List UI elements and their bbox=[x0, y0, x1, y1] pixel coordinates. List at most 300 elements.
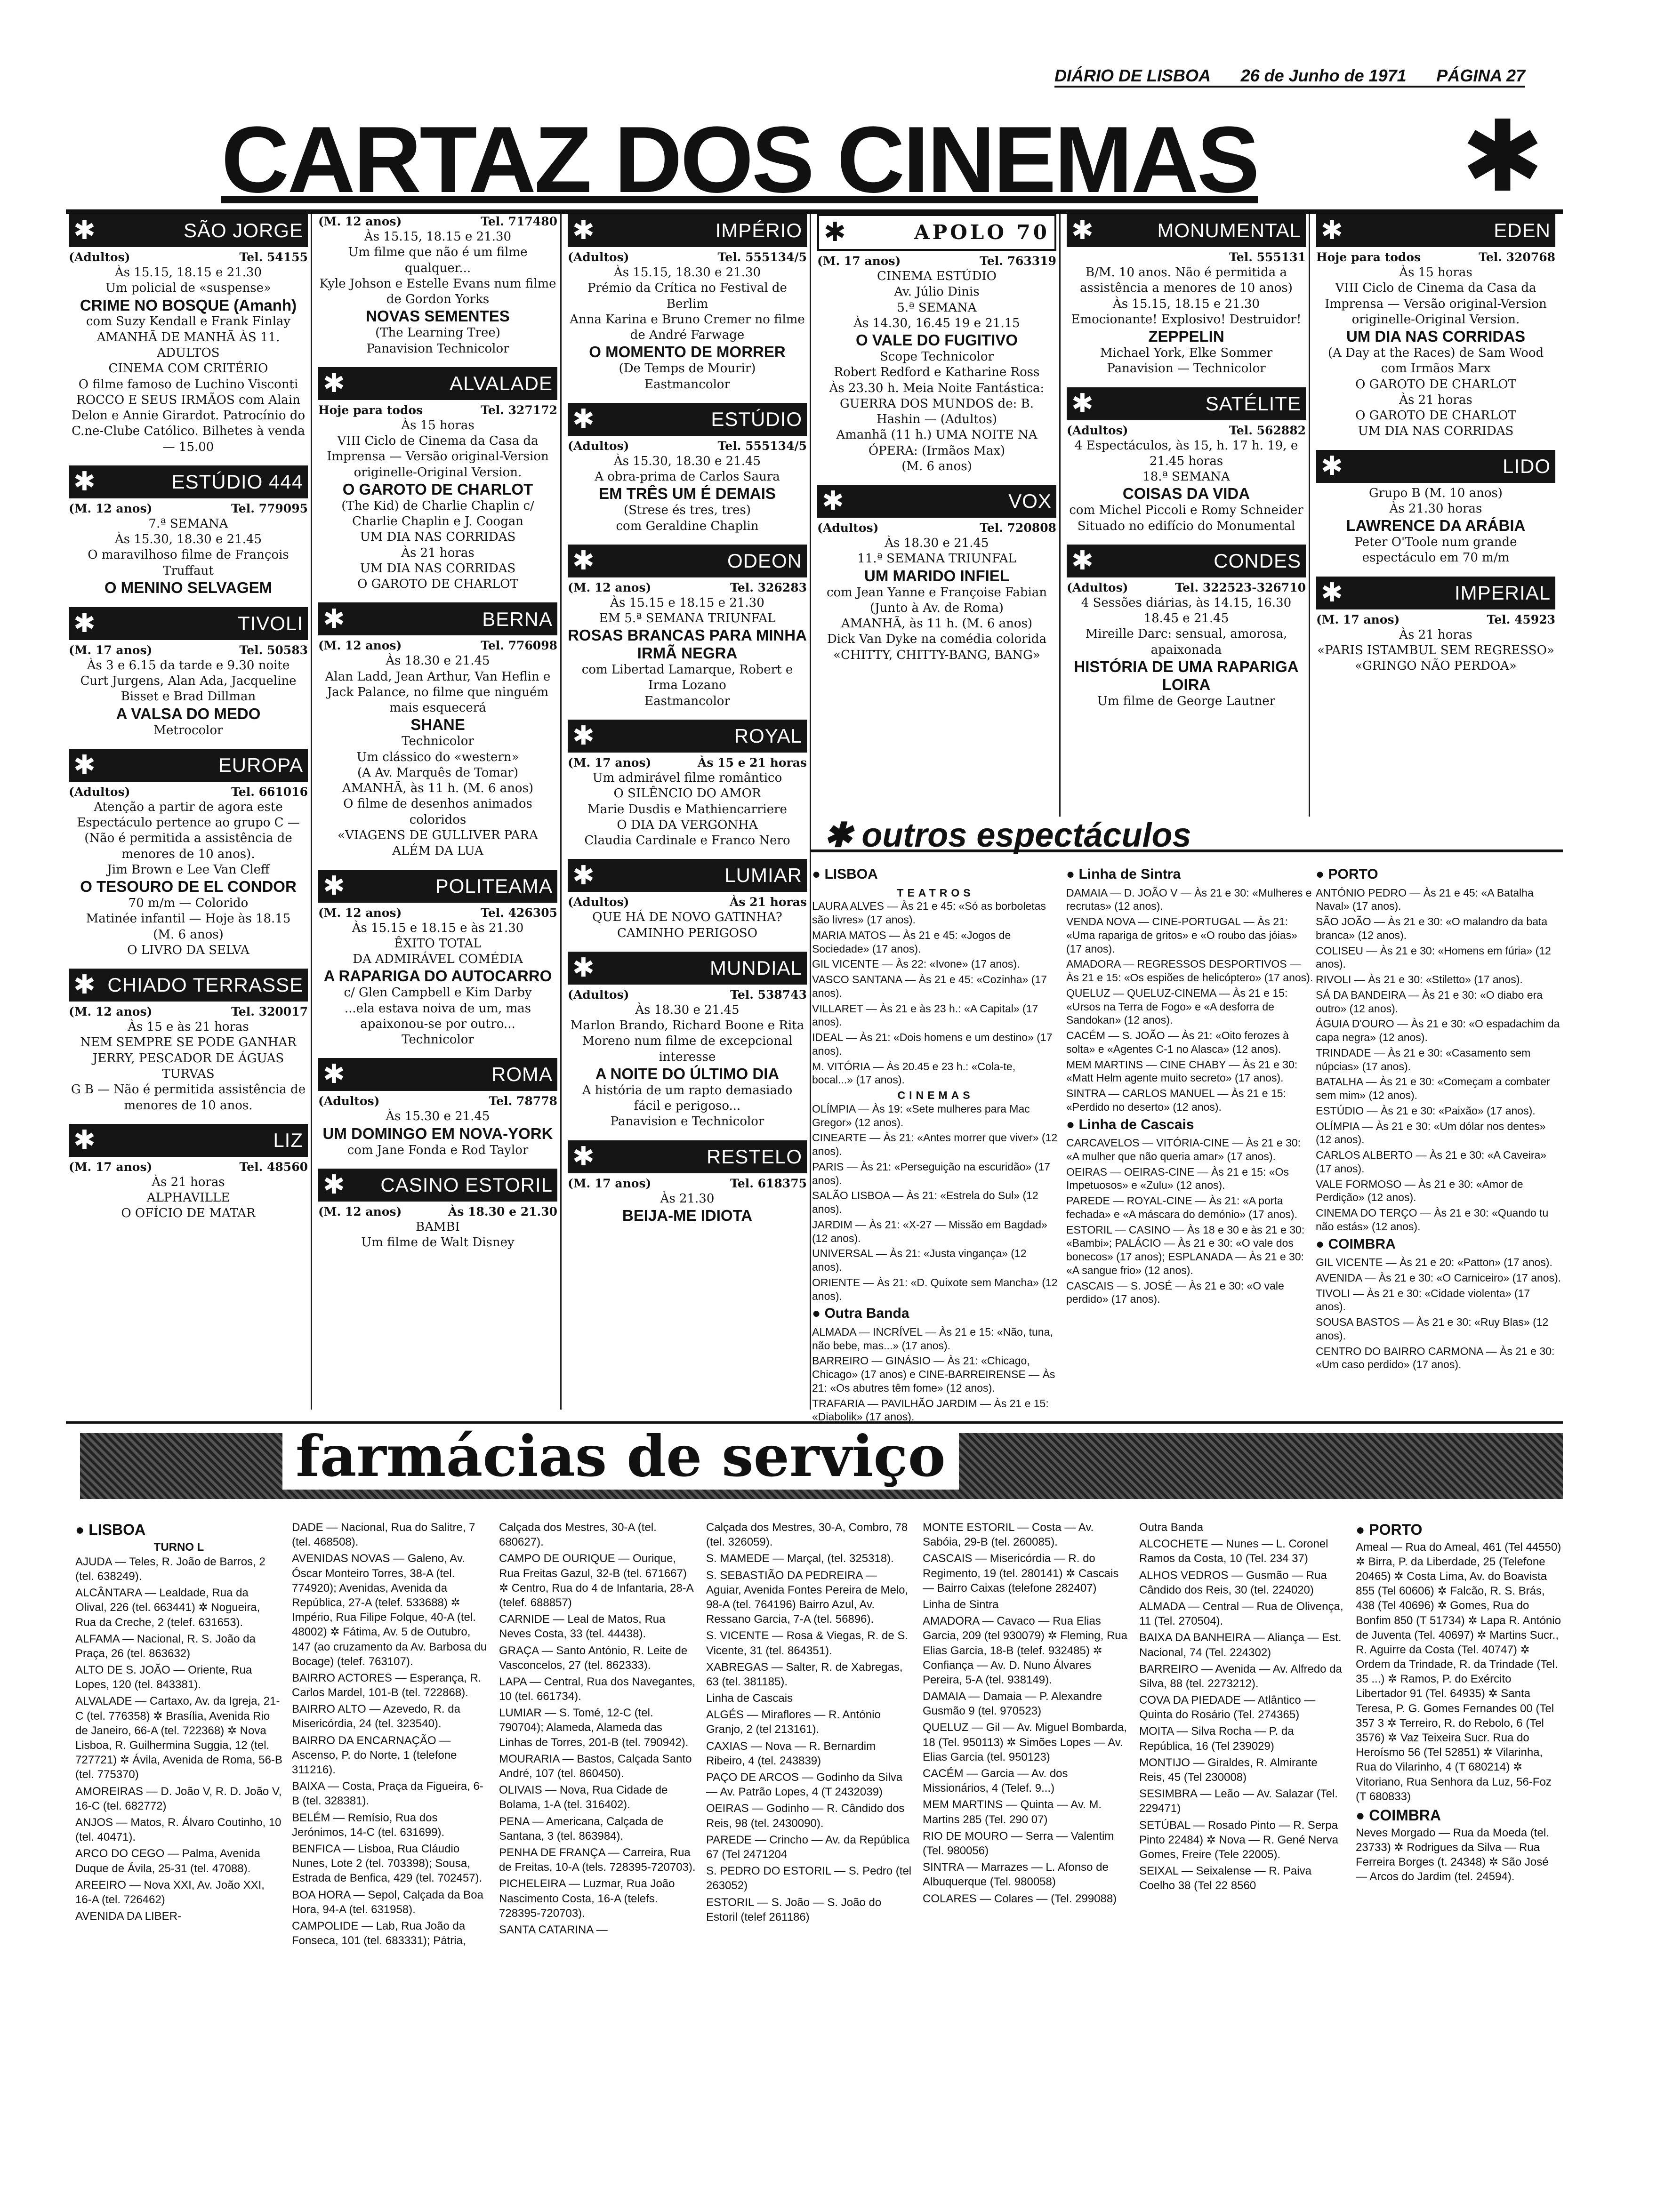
listing-extra: com Jean Yanne e Françoise Fabian bbox=[826, 585, 1047, 600]
listing-entry: SETÚBAL — Rosado Pinto — R. Serpa Pinto 22484) ✲ Nova — R. Gené Nerva Gomes, Freire (Tele 22005). bbox=[1139, 1819, 1338, 1861]
listing-extra: (M. 6 anos) bbox=[901, 459, 972, 473]
film-title: UM DIA NAS CORRIDAS bbox=[1346, 328, 1526, 345]
cinema-phone: Tel. 618375 bbox=[730, 1176, 807, 1190]
listing-extra: (M. 6 anos) bbox=[153, 927, 224, 942]
listing-entry: MONTE ESTORIL — Costa — Av. Sabóia, 29-B (tel. 260085). bbox=[923, 1521, 1094, 1549]
listing-line: O SILÊNCIO DO AMOR bbox=[613, 786, 761, 801]
listing-entry: ESTORIL — CASINO — Às 18 e 30 e às 21 e 30: «Bambi»; PALÁCIO — Às 21 e 30: «O vale dos bonecos» (17 anos); ESPLANADA — Às 21 e 30: «A sangue frio» (12 anos). bbox=[1066, 1223, 1305, 1276]
listing-extra: O GAROTO DE CHARLOT bbox=[357, 577, 518, 592]
film-title: O VALE DO FUGITIVO bbox=[855, 331, 1018, 349]
star-icon: ✱ bbox=[323, 870, 346, 901]
star-icon: ✱ bbox=[323, 1059, 346, 1090]
listing-extra: Um clássico do «western» bbox=[356, 750, 519, 764]
listing-entry: ALGÉS — Miraflores — R. António Granjo, 2 (tel 213161). bbox=[706, 1708, 881, 1736]
listing-entry: S. PEDRO DO ESTORIL — S. Pedro (tel 263052) bbox=[706, 1865, 912, 1892]
listing-line: VIII Ciclo de Cinema da Casa da Imprensa — Versão original-Version originelle-Original Version. bbox=[1325, 281, 1547, 327]
listing-line: Atenção a partir de agora este Espectáculo pertence ao grupo C — (Não é permitida a assistência de menores de 10 anos). bbox=[77, 800, 300, 861]
cinema-listing bbox=[69, 214, 308, 455]
listing-entry: LAURA ALVES — Às 21 e 45: «Só as borboletas são livres» (17 anos). bbox=[812, 900, 1046, 926]
cinema-name: ROMA bbox=[491, 1063, 553, 1086]
star-icon: ✱ bbox=[73, 466, 96, 497]
outra-banda-list bbox=[812, 1325, 1059, 1424]
star-icon: ✱ bbox=[73, 215, 96, 246]
coimbra-list bbox=[1316, 1256, 1563, 1371]
farmacias-coimbra-list bbox=[1356, 1826, 1563, 1884]
listing-line: Às 15.15, 18.15 e 21.30 bbox=[1112, 297, 1260, 311]
listing-entry: MONTIJO — Giraldes, R. Almirante Reis, 45 (Tel 230008) bbox=[1139, 1756, 1318, 1784]
age-rating: (Adultos) bbox=[568, 895, 629, 909]
cinema-listing bbox=[318, 602, 557, 859]
cinema-phone: Tel. 45923 bbox=[1487, 612, 1555, 626]
listing-line: DA ADMIRÁVEL COMÉDIA bbox=[353, 952, 523, 967]
listing-extra: (A Av. Marquês de Tomar) bbox=[357, 765, 518, 780]
listing-entry: VASCO SANTANA — Às 21 e 45: «Cozinha» (17 anos). bbox=[812, 973, 1047, 999]
listing-entry: CACÉM — S. JOÃO — Às 21: «Oito ferozes à solta» e «Agentes C-1 no Alasca» (12 anos). bbox=[1066, 1029, 1289, 1055]
star-icon: ✱ bbox=[1321, 577, 1343, 608]
listing-line: Alan Ladd, Jean Arthur, Van Heflin e Jack Palance, no filme que ninguém mais esquecerá bbox=[325, 669, 551, 715]
star-icon: ✱ bbox=[824, 817, 862, 854]
cinema-listing bbox=[568, 545, 807, 709]
cinema-phone: Tel. 322523-326710 bbox=[1175, 580, 1306, 594]
cinema-meta bbox=[318, 214, 557, 229]
listing-entry: XABREGAS — Salter, R. de Xabregas, 63 (tel. 381185). bbox=[706, 1660, 903, 1688]
cinema-meta bbox=[568, 895, 807, 910]
cinema-name: SÃO JORGE bbox=[183, 219, 303, 242]
listing-line: Um admirável filme romântico bbox=[592, 771, 782, 785]
cinema-header bbox=[568, 720, 807, 753]
listing-entry: CINEMA DO TERÇO — Às 21 e 30: «Quando tu não estás» (12 anos). bbox=[1316, 1207, 1549, 1233]
listing-extra: com Suzy Kendall e Frank Finlay bbox=[86, 314, 291, 329]
farmacias-column-3 bbox=[499, 1520, 697, 2132]
lisboa-cinemas-list bbox=[812, 1102, 1059, 1303]
turno-label: TURNO L bbox=[153, 1540, 204, 1554]
cinema-column-5 bbox=[1064, 214, 1310, 817]
listing-entry: ALVALADE — Cartaxo, Av. da Igreja, 21-C (tel. 776358) ✲ Brasília, Avenida Rio de Janeiro, 66-A (tel. 722368) ✲ Nova Lisboa, R. Guilhermina Suggia, 12 (tel. 727721) ✲ Ávila, Avenida de Roma, 56-B (tel. 775370) bbox=[75, 1695, 282, 1781]
listing-line: Um filme de Walt Disney bbox=[361, 1235, 515, 1250]
age-rating: (M. 12 anos) bbox=[318, 1204, 402, 1218]
listing-entry: MOURARIA — Bastos, Calçada Santo André, 107 (tel. 860450). bbox=[499, 1752, 692, 1780]
cinema-listing bbox=[568, 952, 807, 1130]
listing-entry: AJUDA — Teles, R. João de Barros, 2 (tel. 638249). bbox=[75, 1555, 265, 1583]
cinema-name: LUMIAR bbox=[724, 864, 802, 887]
cinema-name: MUNDIAL bbox=[709, 956, 802, 979]
listing-entry: VENDA NOVA — CINE-PORTUGAL — Às 21: «Uma rapariga de gritos» e «O roubo das jóias» (17 anos). bbox=[1066, 915, 1297, 955]
film-title: O GAROTO DE CHARLOT bbox=[342, 480, 533, 498]
listing-line: CAMINHO PERIGOSO bbox=[617, 926, 758, 940]
listing-extra: Eastmancolor bbox=[644, 377, 730, 392]
cascais-heading: ● Linha de Cascais bbox=[1066, 1116, 1194, 1132]
cinema-listing bbox=[568, 1140, 807, 1225]
listing-entry: ESTORIL — S. João — S. João do Estoril (telef 261186) bbox=[706, 1896, 882, 1923]
farmacias-porto-list bbox=[1356, 1540, 1563, 1804]
listing-line: Às 21.30 horas bbox=[1389, 501, 1482, 516]
cinema-phone: Tel. 426305 bbox=[481, 906, 557, 920]
cinema-phone: Tel. 327172 bbox=[481, 403, 557, 417]
cinema-name: RESTELO bbox=[706, 1145, 802, 1168]
listing-extra: AMANHÃ, às 11 h. (M. 6 anos) bbox=[841, 617, 1033, 631]
listing-entry: ALTO DE S. JOÃO — Oriente, Rua Lopes, 120 (tel. 843381). bbox=[75, 1664, 252, 1691]
cinema-header bbox=[568, 545, 807, 577]
cinema-phone: Tel. 562882 bbox=[1229, 423, 1306, 437]
listing-line: Às 15 e às 21 horas bbox=[128, 1020, 249, 1034]
listing-entry: SÃO JOÃO — Às 21 e 30: «O malandro da bata branca» (12 anos). bbox=[1316, 915, 1548, 941]
age-rating: Hoje para todos bbox=[318, 403, 423, 417]
farmacias-column-5 bbox=[923, 1520, 1130, 2132]
listing-entry: OLÍMPIA — Às 19: «Sete mulheres para Mac Gregor» (12 anos). bbox=[812, 1102, 1030, 1129]
age-rating: (Adultos) bbox=[1067, 580, 1128, 594]
cinema-name: ESTÚDIO bbox=[711, 408, 802, 430]
sintra-list bbox=[1066, 886, 1313, 1114]
listing-entry: MARIA MATOS — Às 21 e 45: «Jogos de Sociedade» (17 anos). bbox=[812, 929, 1011, 955]
cinema-listing bbox=[1067, 545, 1306, 709]
film-title: O MOMENTO DE MORRER bbox=[589, 343, 786, 361]
listing-line: VIII Ciclo de Cinema da Casa da Imprensa — Versão original-Version originelle-Original Version. bbox=[327, 434, 549, 480]
listing-entry: Linha de Sintra bbox=[923, 1598, 999, 1611]
listing-line: Prémio da Crítica no Festival de Berlim bbox=[587, 281, 787, 311]
cinema-phone: Tel. 555134/5 bbox=[717, 250, 807, 264]
listing-line: Às 15.30, 18.30 e 21.45 bbox=[613, 454, 761, 468]
listing-entry: RIO DE MOURO — Serra — Valentim (Tel. 980056) bbox=[923, 1829, 1114, 1857]
listing-extra: AMANHÃ DE MANHÃ ÀS 11. ADULTOS bbox=[97, 330, 280, 360]
cinema-listing bbox=[1316, 577, 1555, 674]
age-rating: (M. 12 anos) bbox=[318, 215, 402, 228]
cinema-name: EUROPA bbox=[218, 753, 303, 776]
film-title: BEIJA-ME IDIOTA bbox=[622, 1206, 753, 1224]
listing-extra: Metrocolor bbox=[153, 723, 223, 737]
age-rating: (M. 17 anos) bbox=[817, 254, 901, 268]
listing-line: G B — Não é permitida assistência de menores de 10 anos. bbox=[71, 1082, 306, 1113]
listing-entry: PARIS — Às 21: «Perseguição na escuridão» (17 anos). bbox=[812, 1160, 1050, 1186]
listing-extra: Um filme de George Lautner bbox=[1097, 694, 1276, 708]
cinema-header bbox=[1067, 214, 1306, 247]
cinema-phone: Tel. 717480 bbox=[481, 215, 557, 228]
listing-extra: «CHITTY, CHITTY-BANG, BANG» bbox=[833, 648, 1040, 662]
cinema-name: IMPERIAL bbox=[1454, 581, 1551, 604]
listing-entry: VALE FORMOSO — Às 21 e 30: «Amor de Perdição» (12 anos). bbox=[1316, 1178, 1523, 1204]
listing-entry: CAMPOLIDE — Lab, Rua João da Fonseca, 101 (tel. 683331); Pátria, bbox=[292, 1919, 466, 1948]
listing-extra: (The Learning Tree) bbox=[375, 326, 500, 340]
age-rating: (Adultos) bbox=[69, 785, 130, 799]
listing-entry: CARNIDE — Leal de Matos, Rua Neves Costa, 33 (tel. 44438). bbox=[499, 1613, 666, 1641]
listing-line: Às 18.30 e 21.45 bbox=[635, 1002, 740, 1017]
cinema-name: VOX bbox=[1008, 490, 1052, 513]
listing-entry: CENTRO DO BAIRRO CARMONA — Às 21 e 30: «Um caso perdido» (17 anos). bbox=[1316, 1345, 1555, 1371]
cinema-header bbox=[318, 1169, 557, 1202]
star-icon: ✱ bbox=[1071, 388, 1094, 419]
listing-entry: QUELUZ — QUELUZ-CINEMA — Às 21 e 15: «Ursos na Terra de Fogo» e «A desforra de Sandokan» (12 anos). bbox=[1066, 986, 1288, 1026]
listing-entry: Ameal — Rua do Ameal, 461 (Tel 44550) ✲ Birra, P. da Liberdade, 25 (Telefone 20465) ✲ Costa Lima, Av. do Boavista 855 (Tel 60606) ✲ Falcão, R. S. Brás, 438 (Tel 40696) ✲ Gomes, Rua do Bonfim 850 (T 51734) ✲ Lapa R. António de Juventa (Tel. 40697) ✲ Martins Sucr., R. Aguirre da Costa (Tel. 40747) ✲ Ordem da Trindade, R. da Trindade (Tel. 35 ...) ✲ Ramos, P. do Exército Libertador 91 (Tel. 64935) ✲ Santa Teresa, P. G. Gomes Fernandes 00 (Tel 357 3 ✲ Terreiro, R. do Rebolo, 6 (Tel 3576) ✲ Vaz Teixeira Sucr. Rua do Heroísmo 56 (Tel 52851) ✲ Vilarinha, Rua do Vilarinho, 4 (T 680214) ✲ Vitoriano, Rua Senhora da Luz, 56-Foz (T 680833) bbox=[1356, 1540, 1561, 1803]
age-rating: (Adultos) bbox=[568, 250, 629, 264]
newspaper-name: DIÁRIO DE LISBOA bbox=[1054, 66, 1211, 85]
film-title: UM DOMINGO EM NOVA-YORK bbox=[322, 1124, 553, 1142]
cinema-meta bbox=[1067, 580, 1306, 595]
cinema-meta bbox=[1067, 423, 1306, 438]
cinema-name: ALVALADE bbox=[450, 372, 553, 394]
listing-entry: ORIENTE — Às 21: «D. Quixote sem Mancha» (12 anos). bbox=[812, 1276, 1058, 1302]
listing-line: Às 15.15, 18.15 e 21.30 bbox=[114, 265, 262, 280]
cinema-meta bbox=[568, 250, 807, 265]
cinema-name: APOLO 70 bbox=[914, 221, 1050, 244]
listing-entry: SOUSA BASTOS — Às 21 e 30: «Ruy Blas» (12 anos). bbox=[1316, 1316, 1549, 1342]
cinema-listing bbox=[318, 1169, 557, 1251]
film-title: LAWRENCE DA ARÁBIA bbox=[1346, 517, 1526, 535]
listing-line: Marlon Brando, Richard Boone e Rita Moreno num filme de excepcional interesse bbox=[570, 1018, 804, 1064]
outros-lisboa bbox=[812, 864, 1059, 1423]
farmacias-column-6 bbox=[1139, 1520, 1346, 2132]
cinema-listing bbox=[817, 214, 1056, 474]
listing-entry: Outra Banda bbox=[1139, 1521, 1204, 1534]
listing-line: O DIA DA VERGONHA bbox=[617, 817, 758, 832]
teatros-heading: TEATROS bbox=[897, 886, 974, 899]
listing-entry: S. VICENTE — Rosa & Viegas, R. de S. Vicente, 31 (tel. 864351). bbox=[706, 1629, 909, 1657]
cinema-listing bbox=[318, 1058, 557, 1158]
cinema-meta bbox=[1067, 250, 1306, 265]
listing-entry: AVENIDAS NOVAS — Galeno, Av. Óscar Monteiro Torres, 38-A (tel. 774920); Avenidas, Avenida da República, 27-A (telef. 533688) ✲ Império, Rua Filipe Folque, 40-A (tel. 48002) ✲ Fátima, Av. 5 de Outubro, 147 (ao cruzamento da Av. Barbosa du Bocage) (telef. 763107). bbox=[292, 1552, 487, 1668]
porto-heading: ● PORTO bbox=[1316, 866, 1378, 882]
cinema-header bbox=[1316, 450, 1555, 483]
cinema-meta bbox=[568, 1176, 807, 1191]
listing-entry: DADE — Nacional, Rua do Salitre, 7 (tel. 468508). bbox=[292, 1521, 475, 1549]
listing-entry: TIVOLI — Às 21 e 30: «Cidade violenta» (17 anos). bbox=[1316, 1287, 1530, 1313]
listing-entry: QUELUZ — Gil — Av. Miguel Bombarda, 18 (Tel. 950113) ✲ Simões Lopes — Av. Elias Garcia (tel. 950123) bbox=[923, 1721, 1127, 1763]
cinema-header bbox=[1067, 545, 1306, 577]
cinema-phone: Tel. 78778 bbox=[489, 1094, 557, 1108]
cinema-listing bbox=[318, 214, 557, 357]
film-title: ZEPPELIN bbox=[1148, 328, 1224, 345]
listing-line: Às 15.15, 18.30 e 21.30 bbox=[613, 265, 761, 280]
cinema-meta bbox=[568, 987, 807, 1002]
teatros-list bbox=[812, 899, 1059, 1087]
listing-extra: Amanhã (11 h.) UMA NOITE NA ÓPERA: (Irmãos Max) bbox=[836, 428, 1038, 458]
age-rating: (M. 12 anos) bbox=[318, 906, 402, 920]
listing-entry: BARREIRO — GINÁSIO — Às 21: «Chicago, Chicago» (17 anos) e CINE-BARREIRENSE — Às 21: «Os abutres têm fome» (12 anos). bbox=[812, 1354, 1055, 1394]
cinema-header bbox=[69, 969, 308, 1002]
listing-line: 11.ª SEMANA TRIUNFAL bbox=[857, 552, 1016, 566]
listing-entry: COLISEU — Às 21 e 30: «Homens em fúria» (12 anos). bbox=[1316, 944, 1551, 970]
listing-line: O OFÍCIO DE MATAR bbox=[121, 1206, 256, 1221]
listing-entry: CAMPO DE OURIQUE — Ourique, Rua Freitas Gazul, 32-B (tel. 671667) ✲ Centro, Rua do 4 de Infantaria, 28-A (telef. 688857) bbox=[499, 1552, 693, 1609]
listing-entry: BARREIRO — Avenida — Av. Alfredo da Silva, 88 (tel. 2273212). bbox=[1139, 1662, 1342, 1690]
listing-line: Às 15.30 e 21.45 bbox=[386, 1109, 490, 1124]
farmacias-list-2 bbox=[292, 1520, 490, 1948]
listing-entry: SALÃO LISBOA — Às 21: «Estrela do Sul» (12 anos). bbox=[812, 1189, 1038, 1215]
film-title: ROSAS BRANCAS PARA MINHA IRMÃ NEGRA bbox=[568, 626, 807, 662]
listing-line: Às 15 horas bbox=[1399, 265, 1472, 280]
listing-entry: GIL VICENTE — Às 22: «Ivone» (17 anos). bbox=[812, 958, 1020, 970]
listing-entry: BAIRRO ALTO — Azevedo, R. da Misericórdia, 24 (tel. 323540). bbox=[292, 1703, 460, 1731]
farmacias-column-1 bbox=[75, 1520, 282, 2132]
cinema-header bbox=[1316, 577, 1555, 609]
cinema-header bbox=[318, 870, 557, 903]
farmacias-list-5 bbox=[923, 1520, 1130, 1906]
cinema-listing bbox=[69, 749, 308, 958]
film-title: A NOITE DO ÚLTIMO DIA bbox=[595, 1065, 780, 1082]
age-rating: (M. 17 anos) bbox=[568, 756, 652, 769]
cinema-name: IMPÉRIO bbox=[715, 219, 802, 242]
film-title: A RAPARIGA DO AUTOCARRO bbox=[323, 967, 552, 985]
listing-extra: A história de um rapto demasiado fácil e perigoso... bbox=[582, 1083, 793, 1114]
cinema-listing bbox=[1316, 214, 1555, 440]
page-header bbox=[1054, 66, 1525, 88]
outros-linhas bbox=[1066, 864, 1313, 1410]
listing-entry: SEIXAL — Seixalense — R. Paiva Coelho 38 (Tel 22 8560 bbox=[1139, 1865, 1311, 1892]
listing-entry: S. MAMEDE — Marçal, (tel. 325318). bbox=[706, 1552, 894, 1565]
cinema-header bbox=[817, 214, 1056, 251]
cinema-name: BERNA bbox=[482, 608, 553, 630]
listing-line: Às 15 horas bbox=[401, 418, 475, 433]
listing-entry: ALHOS VEDROS — Gusmão — Rua Cândido dos Reis, 30 (tel. 224020) bbox=[1139, 1569, 1327, 1596]
listing-line: Um policial de «suspense» bbox=[105, 281, 271, 296]
cinema-phone: Tel. 50583 bbox=[239, 643, 308, 657]
cinema-header bbox=[69, 607, 308, 640]
listing-line: ÊXITO TOTAL bbox=[394, 936, 482, 951]
listing-extra: Matinée infantil — Hoje às 18.15 bbox=[86, 912, 291, 926]
cinema-listing bbox=[568, 403, 807, 534]
listing-extra: AMANHÃ, às 11 h. (M. 6 anos) bbox=[342, 781, 534, 796]
age-rating: (M. 17 anos) bbox=[69, 643, 153, 657]
cinema-name: ESTÚDIO 444 bbox=[171, 470, 303, 493]
listing-entry: TRAFARIA — PAVILHÃO JARDIM — Às 21 e 15: «Diabolik» (17 anos). bbox=[812, 1397, 1049, 1423]
age-rating: (Adultos) bbox=[568, 439, 629, 453]
age-rating: (Adultos) bbox=[568, 987, 629, 1002]
listing-line: B/M. 10 anos. Não é permitida a assistência a menores de 10 anos) bbox=[1080, 265, 1293, 296]
listing-line: Às 15.15 e 18.15 e às 21.30 bbox=[352, 921, 524, 935]
cinema-name: CHIADO TERRASSE bbox=[107, 974, 303, 996]
cinema-meta bbox=[318, 638, 557, 653]
star-icon: ✱ bbox=[572, 403, 595, 434]
star-icon: ✱ bbox=[1461, 99, 1544, 214]
age-rating: (M. 12 anos) bbox=[69, 1005, 153, 1019]
listing-extra: O GAROTO DE CHARLOT bbox=[1355, 377, 1516, 392]
listing-entry: Calçada dos Mestres, 30-A, Combro, 78 (tel. 326059). bbox=[706, 1521, 908, 1549]
listing-entry: Neves Morgado — Rua da Moeda (tel. 23733) ✲ Rodrigues da Silva — Rua Ferreira Borges (t. 24348) ✲ São José — Arcos do Jardim (tel. 24594). bbox=[1356, 1826, 1549, 1883]
farmacias-list-4 bbox=[706, 1520, 913, 1924]
cinema-meta bbox=[318, 906, 557, 921]
film-title: A VALSA DO MEDO bbox=[116, 705, 261, 722]
listing-line: Às 21 horas bbox=[152, 1175, 225, 1189]
cinema-meta bbox=[1316, 612, 1555, 627]
listing-extra: Às 23.30 h. Meia Noite Fantástica: GUERRA DOS MUNDOS de: B. Hashin — (Adultos) bbox=[829, 381, 1045, 427]
listing-line: «PARIS ISTAMBUL SEM REGRESSO» bbox=[1317, 643, 1554, 657]
cinema-meta bbox=[69, 501, 308, 516]
star-icon: ✱ bbox=[323, 603, 346, 634]
listing-extra: (De Temps de Mourir) bbox=[619, 361, 756, 376]
listing-extra: CINEMA COM CRITÉRIO bbox=[108, 361, 268, 376]
listing-entry: VILLARET — Às 21 e às 23 h.: «A Capital» (17 anos). bbox=[812, 1002, 1038, 1028]
listing-extra: Panavision — Technicolor bbox=[1107, 361, 1266, 376]
listing-line: 5.ª SEMANA bbox=[897, 300, 977, 315]
listing-extra: «VIAGENS DE GULLIVER PARA ALÉM DA LUA bbox=[338, 828, 538, 858]
listing-entry: MEM MARTINS — CINE CHABY — Às 21 e 30: «Matt Helm agente muito secreto» (17 anos). bbox=[1066, 1058, 1298, 1084]
listing-entry: ALCOCHETE — Nunes — L. Coronel Ramos da Costa, 10 (Tel. 234 37) bbox=[1139, 1538, 1328, 1565]
farmacias-column-2 bbox=[292, 1520, 490, 2132]
cinema-name: LIDO bbox=[1502, 455, 1551, 477]
listing-entry: IDEAL — Às 21: «Dois homens e um destino» (17 anos). bbox=[812, 1031, 1053, 1057]
listing-line: Claudia Cardinale e Franco Nero bbox=[584, 834, 790, 848]
cinema-name: MONUMENTAL bbox=[1157, 219, 1301, 242]
cinema-header bbox=[568, 952, 807, 985]
star-icon: ✱ bbox=[73, 750, 96, 781]
cinema-phone: Tel. 320017 bbox=[231, 1005, 308, 1019]
cartaz-masthead bbox=[66, 101, 1563, 214]
listing-entry: TRINDADE — Às 21 e 30: «Casamento sem núpcias» (17 anos). bbox=[1316, 1046, 1531, 1073]
listing-extra: Robert Redford e Katharine Ross bbox=[834, 365, 1040, 380]
listing-entry: ALCÂNTARA — Lealdade, Rua da Olival, 226 (tel. 663441) ✲ Nogueira, Rua da Creche, 2 (telef. 631653). bbox=[75, 1587, 260, 1629]
listing-line: JERRY, PESCADOR DE ÁGUAS TURVAS bbox=[92, 1051, 284, 1081]
cinema-meta bbox=[318, 1094, 557, 1109]
age-rating: Hoje para todos bbox=[1316, 250, 1421, 264]
listing-entry: CASCAIS — S. JOSÉ — Às 21 e 30: «O vale perdido» (17 anos). bbox=[1066, 1279, 1284, 1306]
listing-line: Às 18.30 e 21.45 bbox=[386, 654, 490, 668]
cinema-phone: Tel. 538743 bbox=[730, 987, 807, 1002]
cinema-name: ODEON bbox=[727, 549, 802, 572]
cinema-phone: Tel. 776098 bbox=[481, 639, 557, 653]
listing-entry: AREEIRO — Nova XXI, Av. João XXI, 16-A (tel. 726462) bbox=[75, 1878, 265, 1906]
listing-entry: SESIMBRA — Leão — Av. Salazar (Tel. 229471) bbox=[1139, 1787, 1338, 1815]
cinema-header bbox=[568, 1140, 807, 1173]
cinema-header bbox=[817, 485, 1056, 518]
listing-extra: Peter O'Toole num grande espectáculo em 70 m/m bbox=[1354, 535, 1517, 565]
listing-line: Av. Júlio Dinis bbox=[894, 285, 980, 299]
cinema-listing bbox=[69, 969, 308, 1114]
cinema-phone: Às 15 e 21 horas bbox=[697, 756, 807, 769]
listing-entry: BAIRRO ACTORES — Esperança, R. Carlos Mardel, 101-B (tel. 722868). bbox=[292, 1671, 482, 1699]
star-icon: ✱ bbox=[1071, 215, 1094, 246]
star-icon: ✱ bbox=[572, 953, 595, 984]
cinema-meta bbox=[568, 439, 807, 454]
listing-entry: ARCO DO CEGO — Palma, Avenida Duque de Ávila, 25-31 (tel. 47088). bbox=[75, 1847, 261, 1875]
listing-entry: PAÇO DE ARCOS — Godinho da Silva — Av. Patrão Lopes, 4 (T 2432039) bbox=[706, 1771, 903, 1799]
listing-entry: AMOREIRAS — D. João V, R. D. João V, 16-C (tel. 682772) bbox=[75, 1785, 282, 1812]
farmacias-header bbox=[66, 1421, 1563, 1504]
cinema-phone: Tel. 326283 bbox=[730, 580, 807, 594]
cinema-phone: Tel. 320768 bbox=[1479, 250, 1555, 264]
listing-entry: ANTÓNIO PEDRO — Às 21 e 45: «A Batalha Naval» (17 anos). bbox=[1316, 886, 1534, 913]
listing-entry: GIL VICENTE — Às 21 e 20: «Patton» (17 anos). bbox=[1316, 1256, 1552, 1268]
farmacias-lisboa-heading: ● LISBOA bbox=[75, 1521, 146, 1538]
listing-entry: SÁ DA BANDEIRA — Às 21 e 30: «O diabo era outro» (12 anos). bbox=[1316, 988, 1543, 1015]
listing-entry: ALFAMA — Nacional, R. S. João da Praça, 26 (tel. 863632) bbox=[75, 1632, 256, 1660]
listing-line: «GRINGO NÃO PERDOA» bbox=[1355, 659, 1517, 673]
listing-line: ALPHAVILLE bbox=[146, 1191, 230, 1205]
listing-entry: BATALHA — Às 21 e 30: «Começam a combater sem mim» (12 anos). bbox=[1316, 1075, 1550, 1101]
cinema-meta bbox=[817, 254, 1056, 269]
star-icon: ✱ bbox=[824, 217, 849, 248]
farmacias-list-1 bbox=[75, 1555, 282, 1924]
outros-title: outros espectáculos bbox=[861, 817, 1191, 854]
listing-entry: MEM MARTINS — Quinta — Av. M. Martins 285 (Tel. 290 07) bbox=[923, 1798, 1102, 1826]
cinema-listing bbox=[568, 214, 807, 393]
age-rating: (M. 17 anos) bbox=[69, 1160, 153, 1174]
cinema-name: LIZ bbox=[273, 1129, 303, 1151]
listing-entry: OLÍMPIA — Às 21 e 30: «Um dólar nos dentes» (12 anos). bbox=[1316, 1120, 1546, 1146]
listing-line: Às 14.30, 16.45 19 e 21.15 bbox=[853, 316, 1020, 330]
cinema-phone: Tel. 555131 bbox=[1229, 250, 1306, 264]
star-icon: ✱ bbox=[323, 1169, 346, 1200]
listing-extra: Scope Technicolor bbox=[879, 350, 994, 364]
sintra-heading: ● Linha de Sintra bbox=[1066, 866, 1181, 882]
listing-line: Às 21.30 bbox=[660, 1191, 715, 1206]
film-title: EM TRÊS UM É DEMAIS bbox=[599, 485, 776, 503]
listing-extra: c/ Glen Campbell e Kim Darby bbox=[344, 986, 532, 1000]
listing-entry: CARCAVELOS — VITÓRIA-CINE — Às 21 e 30: «A mulher que não queria amar» (17 anos). bbox=[1066, 1137, 1301, 1162]
film-title: UM MARIDO INFIEL bbox=[864, 567, 1009, 585]
section-title: CARTAZ DOS CINEMAS bbox=[221, 107, 1258, 212]
listing-entry: COVA DA PIEDADE — Atlântico — Quinta do Rosário (Tel. 274365) bbox=[1139, 1694, 1316, 1722]
cinema-phone: Tel. 720808 bbox=[980, 521, 1056, 535]
cinema-meta bbox=[69, 1160, 308, 1175]
age-rating: (Adultos) bbox=[69, 250, 130, 264]
